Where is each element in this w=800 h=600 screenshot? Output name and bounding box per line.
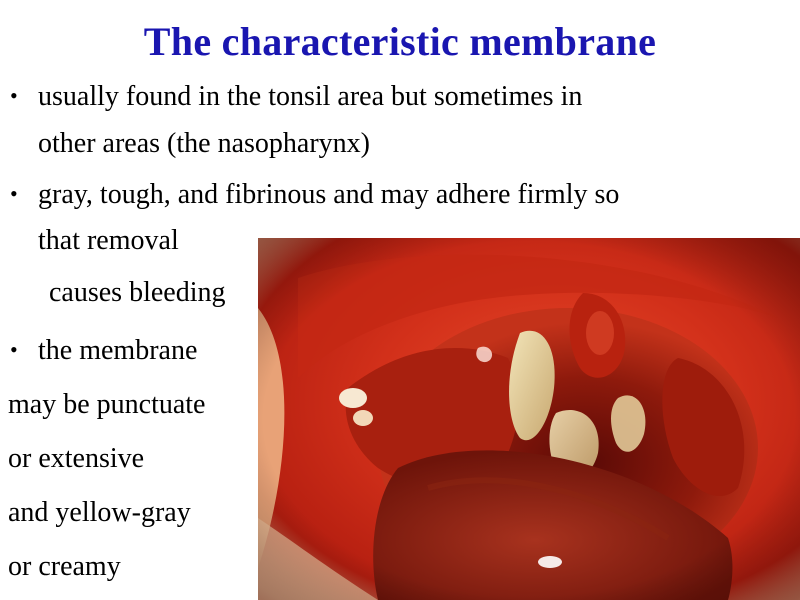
- continuation-line-4: or creamy: [8, 551, 121, 582]
- bullet-1-line-1: usually found in the tonsil area but sometimes in: [38, 81, 583, 112]
- continuation-line-3: and yellow-gray: [8, 497, 191, 528]
- continuation-line-2: or extensive: [8, 443, 145, 474]
- bullet-1-line-2: other areas (the nasopharynx): [38, 128, 370, 159]
- bullet-marker: •: [10, 181, 18, 206]
- bullet-2-line-3: causes bleeding: [49, 277, 226, 308]
- throat-membrane-photo: [258, 238, 800, 600]
- bullet-2-line-2: that removal: [38, 225, 179, 256]
- bullet-marker: •: [10, 337, 18, 362]
- bullet-marker: •: [10, 83, 18, 108]
- continuation-line-1: may be punctuate: [8, 389, 206, 420]
- slide-title: The characteristic membrane: [143, 19, 657, 64]
- bullet-2-line-1: gray, tough, and fibrinous and may adhere firmly so: [38, 179, 620, 210]
- bullet-3-line-1: the membrane: [38, 335, 198, 366]
